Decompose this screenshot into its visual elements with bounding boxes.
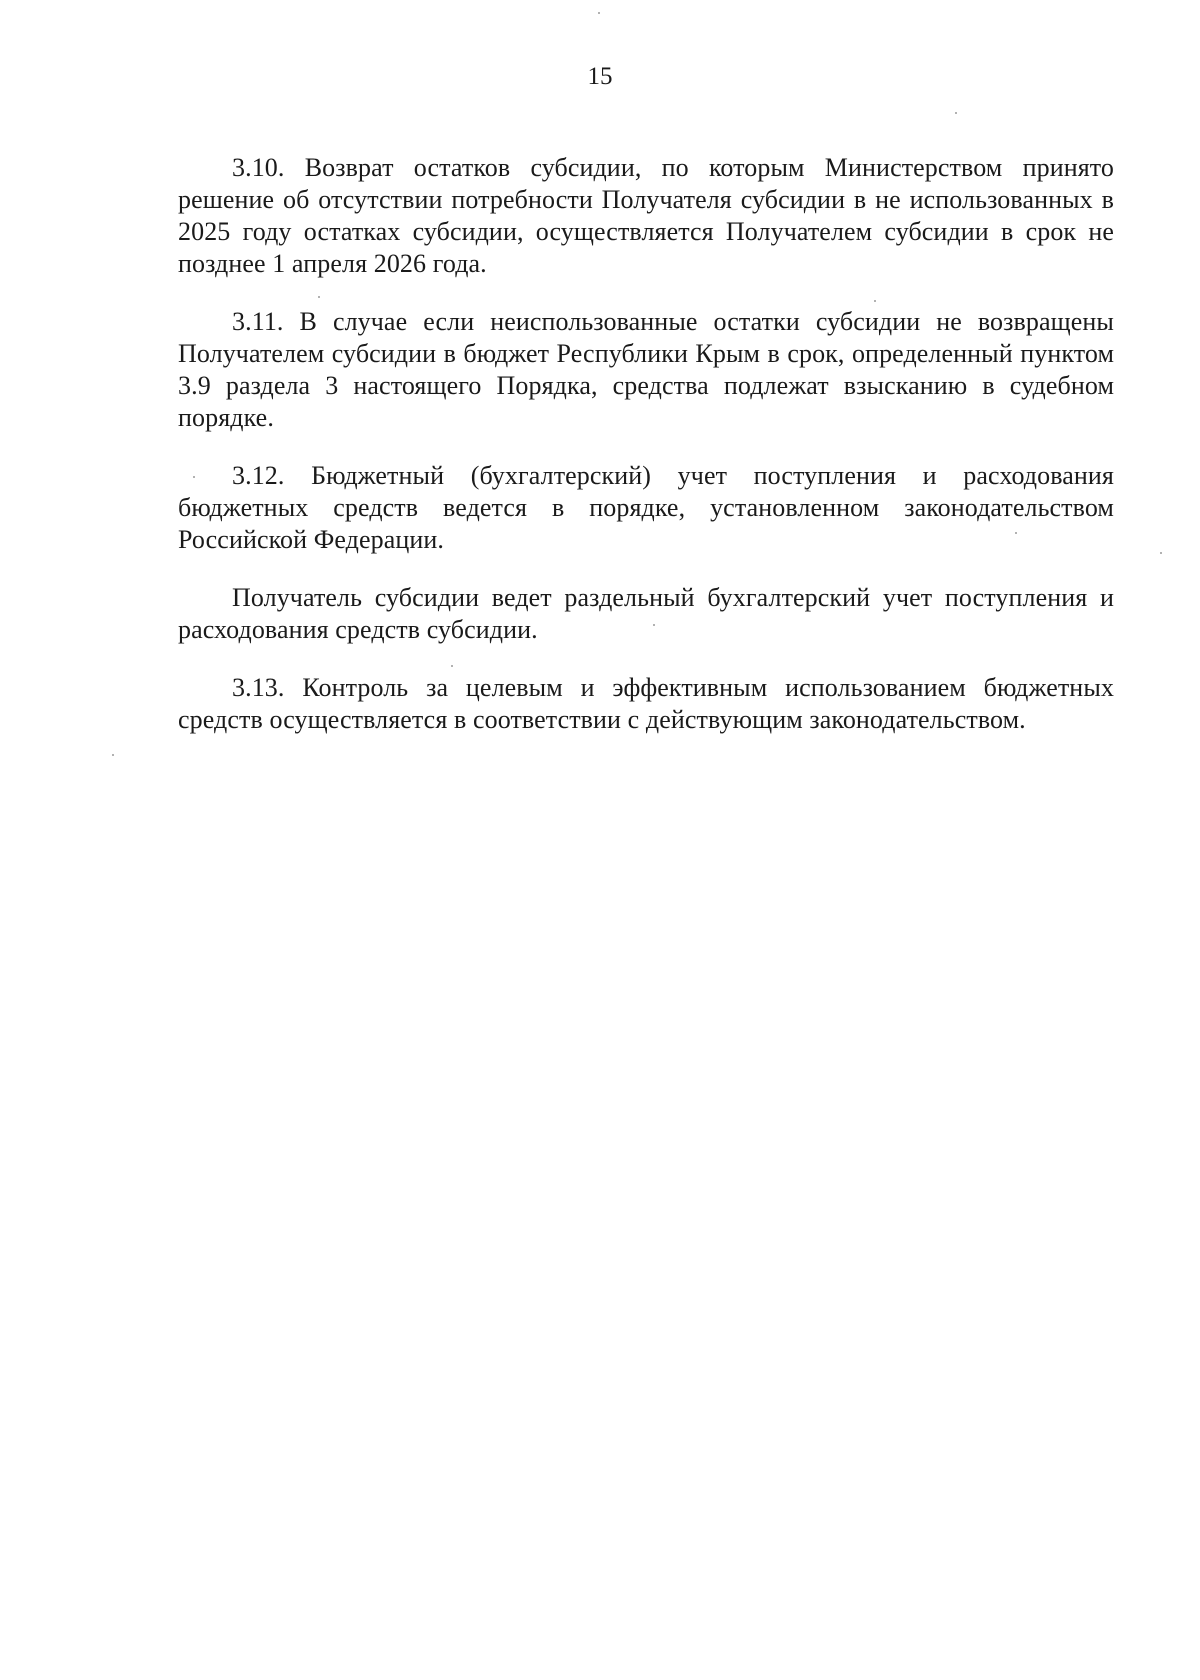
paragraph-3-11: 3.11. В случае если неиспользованные остатки субсидии не возвращены Получателем субсидии в бюджет Республики Крым в срок, определенный пунктом 3.9 раздела 3 настоящего Порядка, средства подлежат взысканию в судебном порядке. (178, 307, 1114, 432)
paragraph-3-13: 3.13. Контроль за целевым и эффективным использованием бюджетных средств осуществляется в соответствии с действующим законодательством. (178, 673, 1114, 734)
paragraph-3-12: 3.12. Бюджетный (бухгалтерский) учет поступления и расходования бюджетных средств ведется в порядке, установленном законодательством Российской Федерации. (178, 461, 1114, 554)
scan-speck (874, 300, 876, 302)
paragraph-accounting: Получатель субсидии ведет раздельный бухгалтерский учет поступления и расходования средств субсидии. (178, 583, 1114, 644)
scan-speck (193, 476, 195, 478)
page-number: 15 (587, 63, 613, 90)
scan-speck (955, 112, 957, 114)
paragraph-3-10: 3.10. Возврат остатков субсидии, по которым Министерством принято решение об отсутствии потребности Получателя субсидии в не использованных в 2025 году остатках субсидии, осуществляется Получателем субсидии в срок не позднее 1 апреля 2026 года. (178, 153, 1114, 278)
scan-speck (598, 12, 600, 14)
scan-speck (451, 665, 453, 667)
scan-speck (112, 754, 114, 756)
scan-speck (1160, 552, 1162, 554)
scan-speck (653, 624, 655, 626)
scan-speck (318, 296, 320, 298)
document-body (178, 152, 1114, 762)
scan-speck (1015, 532, 1017, 534)
